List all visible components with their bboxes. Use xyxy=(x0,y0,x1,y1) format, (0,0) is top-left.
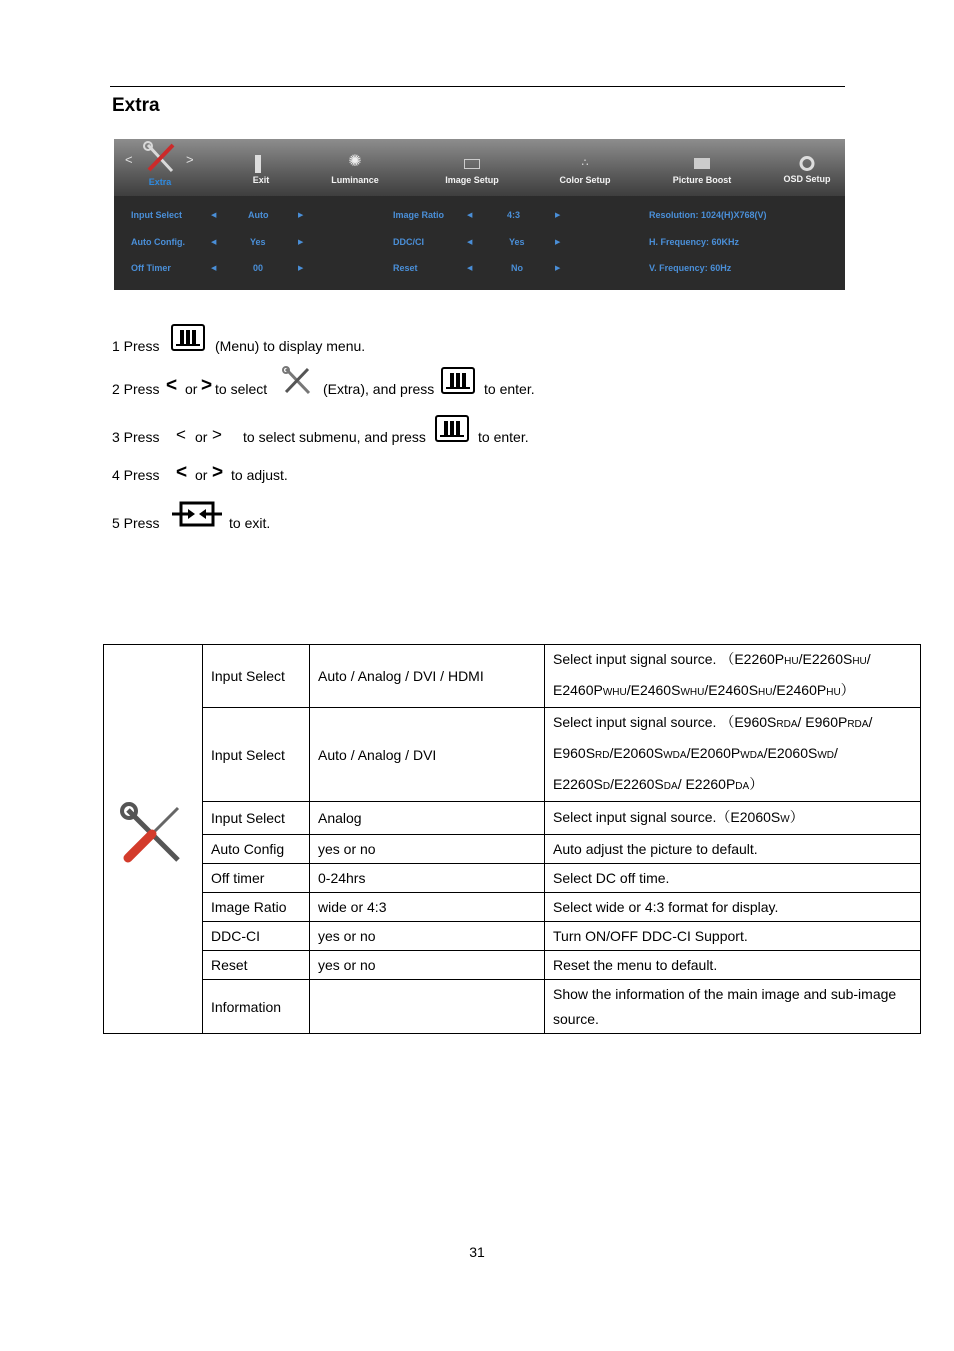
left-key-symbol: < xyxy=(176,425,186,444)
osd-tab-image-setup xyxy=(436,139,508,196)
model-text: /E2060S xyxy=(609,745,664,761)
osd-item-label: Reset xyxy=(393,263,418,273)
left-key-symbol: < xyxy=(166,375,178,396)
osd-right-triangle-icon: ▶ xyxy=(298,265,304,272)
color-dots-icon: ∴ xyxy=(581,157,589,169)
osd-setup-icon xyxy=(800,156,815,171)
exit-icon xyxy=(255,155,267,173)
model-text: /E2060S xyxy=(763,745,818,761)
step-3-prefix: 3 Press xyxy=(112,429,160,445)
model-text: E960S xyxy=(553,745,596,761)
table-row xyxy=(104,951,921,980)
osd-tab-color-setup xyxy=(550,139,620,196)
right-key-symbol: > xyxy=(201,375,213,396)
tools-icon xyxy=(142,141,178,175)
table-row xyxy=(104,835,921,864)
step-4-text: to adjust. xyxy=(231,467,288,483)
tools-icon xyxy=(120,802,186,868)
table-cell-value: wide or 4:3 xyxy=(310,893,545,922)
osd-tab-label: Image Setup xyxy=(445,175,499,185)
model-text: /E2260S xyxy=(610,776,664,792)
osd-tab-label: Luminance xyxy=(331,175,379,185)
model-suffix: DA xyxy=(735,781,750,792)
osd-left-arrow: < xyxy=(125,152,133,167)
model-text: / xyxy=(868,714,873,730)
desc-text: Select input signal source. xyxy=(553,651,717,667)
table-cell-value xyxy=(310,980,545,1034)
osd-item-value: 00 xyxy=(253,263,264,273)
table-cell-value: 0-24hrs xyxy=(310,864,545,893)
osd-left-triangle-icon: ◀ xyxy=(211,239,217,246)
model-text: （E960S xyxy=(720,714,777,730)
exit-button-icon xyxy=(171,498,223,530)
table-cell-item: Input Select xyxy=(203,708,310,802)
osd-item-value: Yes xyxy=(509,237,525,247)
table-cell-item: Reset xyxy=(203,951,310,980)
model-suffix: HU xyxy=(758,687,773,698)
model-text: / xyxy=(834,745,838,761)
osd-right-triangle-icon: ▶ xyxy=(555,212,561,219)
left-key-symbol: < xyxy=(176,462,188,483)
menu-button-icon xyxy=(435,415,469,442)
osd-info-vfreq: V. Frequency: 60Hz xyxy=(649,263,732,273)
table-cell-desc: Auto adjust the picture to default. xyxy=(545,835,921,864)
osd-item-label: Image Ratio xyxy=(393,210,445,220)
table-row xyxy=(104,980,921,1034)
osd-right-triangle-icon: ▶ xyxy=(298,239,304,246)
osd-tab-osd-setup xyxy=(778,139,836,196)
table-row xyxy=(104,922,921,951)
table-cell-desc: Reset the menu to default. xyxy=(545,951,921,980)
tools-icon xyxy=(282,366,312,396)
right-key-symbol: > xyxy=(212,462,224,483)
extra-spec-table xyxy=(103,644,921,1034)
osd-item-value: No xyxy=(511,263,523,273)
model-suffix: W xyxy=(780,813,790,825)
table-row xyxy=(104,802,921,835)
table-cell-item: Image Ratio xyxy=(203,893,310,922)
model-text: /E2260S xyxy=(798,651,853,667)
table-cell-item: Input Select xyxy=(203,645,310,708)
table-cell-item: Off timer xyxy=(203,864,310,893)
osd-right-arrow: > xyxy=(186,152,194,167)
model-text: ） xyxy=(789,808,804,825)
table-cell-desc: Turn ON/OFF DDC-CI Support. xyxy=(545,922,921,951)
model-text: /E2460S xyxy=(704,682,759,698)
model-text: / E2260P xyxy=(677,776,736,792)
picture-boost-icon xyxy=(694,158,710,169)
step-3-text-2: to enter. xyxy=(478,429,529,445)
section-title: Extra xyxy=(112,95,160,116)
menu-button-icon xyxy=(171,324,205,351)
table-cell-value: yes or no xyxy=(310,835,545,864)
table-row xyxy=(104,893,921,922)
osd-left-triangle-icon: ◀ xyxy=(467,212,473,219)
or-text: or xyxy=(195,429,208,445)
model-text: /E2060P xyxy=(686,745,741,761)
osd-tab-extra xyxy=(136,139,184,196)
osd-item-label: Input Select xyxy=(131,210,183,220)
model-suffix: WD xyxy=(817,750,835,761)
step-2-text-3: to enter. xyxy=(484,381,535,397)
table-cell-desc: Select wide or 4:3 format for display. xyxy=(545,893,921,922)
osd-left-triangle-icon: ◀ xyxy=(467,265,473,272)
osd-tab-label: OSD Setup xyxy=(783,174,831,184)
model-text: ） xyxy=(749,776,764,792)
osd-tab-label: Exit xyxy=(252,175,270,185)
osd-right-triangle-icon: ▶ xyxy=(298,212,304,219)
page-number: 31 xyxy=(469,1244,485,1260)
osd-tab-label: Color Setup xyxy=(559,175,611,185)
step-2-prefix: 2 Press xyxy=(112,381,160,397)
step-5-prefix: 5 Press xyxy=(112,515,160,531)
model-text: E2460P xyxy=(553,682,603,698)
table-cell-desc xyxy=(545,802,921,835)
model-suffix: WDA xyxy=(663,750,687,761)
step-4-prefix: 4 Press xyxy=(112,467,160,483)
table-row xyxy=(104,708,921,802)
step-1-text: (Menu) to display menu. xyxy=(215,338,366,354)
model-text: / xyxy=(866,651,871,667)
table-cell-desc: Show the information of the main image and sub-image source. xyxy=(545,980,921,1034)
step-2-text-2: (Extra), and press xyxy=(323,381,435,397)
table-cell-value: yes or no xyxy=(310,951,545,980)
table-cell-value: Auto / Analog / DVI / HDMI xyxy=(310,645,545,708)
step-5-text: to exit. xyxy=(229,515,271,531)
table-cell-desc xyxy=(545,645,921,708)
model-text: （E2260P xyxy=(720,651,785,667)
sun-icon: ✺ xyxy=(348,153,362,170)
osd-menu xyxy=(114,139,845,290)
osd-right-triangle-icon: ▶ xyxy=(555,239,561,246)
model-suffix: WDA xyxy=(740,750,764,761)
table-cell-item: Auto Config xyxy=(203,835,310,864)
osd-item-label: DDC/CI xyxy=(393,237,424,247)
or-text: or xyxy=(185,381,198,397)
osd-tab-exit xyxy=(236,139,286,196)
osd-tab-label: Extra xyxy=(148,177,172,187)
model-text: / E960P xyxy=(797,714,848,730)
osd-left-triangle-icon: ◀ xyxy=(467,239,473,246)
table-cell-value: Auto / Analog / DVI xyxy=(310,708,545,802)
model-text: E2260S xyxy=(553,776,603,792)
model-suffix: WHU xyxy=(680,687,705,698)
table-cell-value: Analog xyxy=(310,802,545,835)
or-text: or xyxy=(195,467,208,483)
model-suffix: RD xyxy=(595,750,610,761)
model-text: ） xyxy=(840,682,855,698)
model-suffix: HU xyxy=(852,656,867,667)
table-cell-item: Input Select xyxy=(203,802,310,835)
table-cell-desc: Select DC off time. xyxy=(545,864,921,893)
table-cell-desc xyxy=(545,708,921,802)
table-icon-cell xyxy=(104,645,203,1034)
model-text: /E2460P xyxy=(772,682,827,698)
osd-item-value: Yes xyxy=(250,237,266,247)
model-suffix: RDA xyxy=(847,719,869,730)
osd-left-triangle-icon: ◀ xyxy=(211,212,217,219)
osd-item-label: Auto Config. xyxy=(131,237,185,247)
model-suffix: DA xyxy=(663,781,678,792)
table-cell-value: yes or no xyxy=(310,922,545,951)
model-text: /E2460S xyxy=(626,682,681,698)
menu-button-icon xyxy=(441,367,475,394)
model-suffix: D xyxy=(602,781,611,792)
model-suffix: HU xyxy=(826,687,841,698)
desc-text: Select input signal source.（E2060S xyxy=(553,808,781,825)
step-3-text: to select submenu, and press xyxy=(243,429,426,445)
image-setup-icon xyxy=(464,159,480,169)
osd-info-resolution: Resolution: 1024(H)X768(V) xyxy=(649,210,767,220)
desc-text: Select input signal source. xyxy=(553,714,717,730)
osd-info-hfreq: H. Frequency: 60KHz xyxy=(649,237,740,247)
model-suffix: HU xyxy=(784,656,799,667)
step-1-prefix: 1 Press xyxy=(112,338,160,354)
osd-left-triangle-icon: ◀ xyxy=(211,265,217,272)
header-rule xyxy=(110,86,845,87)
table-cell-item: DDC-CI xyxy=(203,922,310,951)
model-suffix: RDA xyxy=(776,719,798,730)
osd-tab-label: Picture Boost xyxy=(672,175,732,185)
osd-item-value: Auto xyxy=(248,210,269,220)
table-cell-item: Information xyxy=(203,980,310,1034)
step-2-text: to select xyxy=(215,381,268,397)
osd-item-label: Off Timer xyxy=(131,263,171,273)
osd-tab-picture-boost xyxy=(662,139,742,196)
osd-tab-luminance xyxy=(322,139,388,196)
table-row xyxy=(104,645,921,708)
osd-right-triangle-icon: ▶ xyxy=(555,265,561,272)
osd-item-value: 4:3 xyxy=(507,210,521,220)
right-key-symbol: > xyxy=(212,425,222,444)
model-suffix: WHU xyxy=(602,687,627,698)
table-row xyxy=(104,864,921,893)
